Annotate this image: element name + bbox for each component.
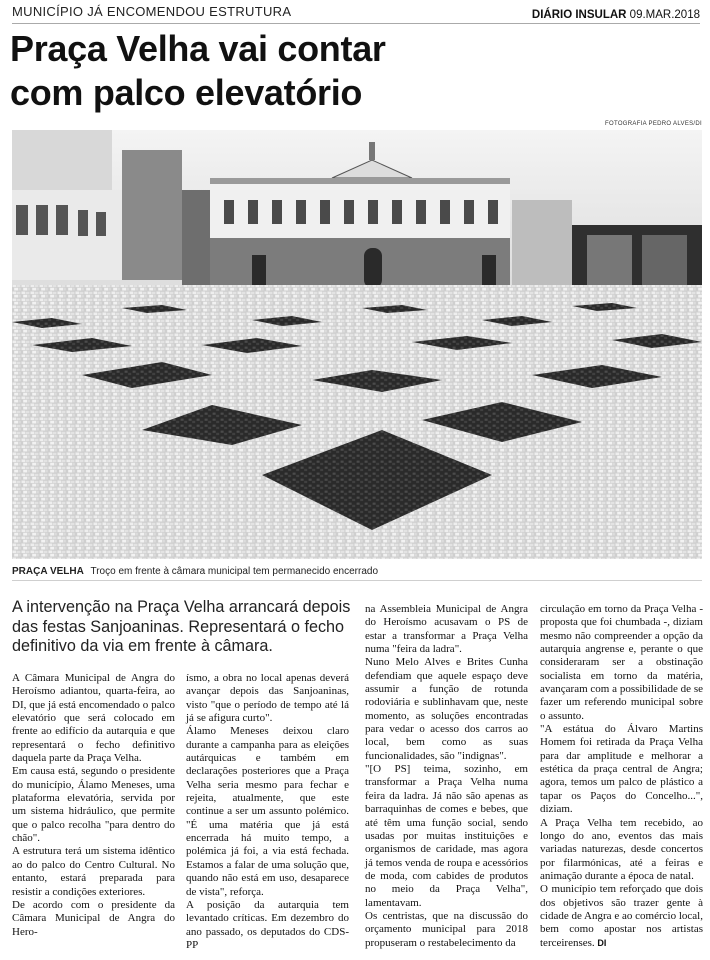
caption-head: PRAÇA VELHA bbox=[12, 566, 84, 577]
caption-text: Troço em frente à câmara municipal tem permanecido encerrado bbox=[90, 566, 379, 577]
photo-caption bbox=[12, 566, 378, 577]
headline-line-2: com palco elevatório bbox=[10, 72, 363, 113]
body-column-2 bbox=[186, 672, 349, 952]
paragraph: Álamo Meneses deixou claro durante a campanha para as eleições autárquicas e também em declarações posteriores que a Praça Velha seria mesmo para fechar e rejeita, atualmente, que este continue a ser um assunto polémico. "É uma matéria que já está encerrada há muito tempo, a polémica já foi, a via está fechada. Estamos a falar de uma solução que, quando não está em uso, desaparece de vista", reforça. bbox=[186, 725, 349, 898]
square-photo bbox=[12, 130, 702, 559]
paragraph: A posição da autarquia tem levantado críticas. Em dezembro do ano passado, os deputados do CDS-PP bbox=[186, 898, 349, 951]
paragraph: "[O PS] teima, sozinho, em transformar a Praça Velha numa feira da ladra. Já não são apenas as barraquinhas de comes e bebes, que até têm uma função social, sendo usadas por muitas instituições e organismos de caridade, mas agora já temos venda de roupa e acessórios de moda, com cabides de produtos no meio da Praça Velha", lamentavam. bbox=[365, 763, 528, 909]
newspaper-dateline bbox=[532, 9, 700, 21]
paragraph-text: O município tem reforçado que dois dos objetivos são trazer gente à cidade de Angra e ao comércio local, bem como apostar nos artistas terceirenses. bbox=[540, 883, 703, 949]
paragraph: A estrutura terá um sistema idêntico ao do palco do Centro Cultural. No entanto, estará preparada para resistir a condições exteriores. bbox=[12, 845, 175, 898]
caption-rule bbox=[12, 580, 702, 581]
photo-credit: FOTOGRAFIA PEDRO ALVES/DI bbox=[605, 121, 702, 127]
paragraph: A Praça Velha tem recebido, ao longo do ano, eventos das mais variadas naturezas, desde concertos por filarmónicas, até a feiras e animação durante a época de natal. bbox=[540, 816, 703, 882]
paragraph: ísmo, a obra no local apenas deverá avançar depois das Sanjoaninas, visto "que o período de tempo até lá já se afigura curto". bbox=[186, 672, 349, 725]
paragraph: Os centristas, que na discussão do orçamento municipal para 2018 propuseram o restabelecimento da bbox=[365, 909, 528, 949]
newspaper-name: DIÁRIO INSULAR bbox=[531, 9, 627, 21]
paragraph: A Câmara Municipal de Angra do Heroísmo adiantou, quarta-feira, ao DI, que já está encomendado o palco elevatório que será colocado em frente ao edifício da autarquia e que representará o fecho definitivo daquela parte da Praça Velha. bbox=[12, 672, 175, 765]
paragraph: na Assembleia Municipal de Angra do Heroísmo acusavam o PS de estar a transformar a Praça Velha numa "feira da ladra". bbox=[365, 603, 528, 656]
paragraph bbox=[540, 883, 703, 950]
paragraph: De acordo com o presidente da Câmara Municipal de Angra do Hero- bbox=[12, 898, 175, 938]
headline-line-1: Praça Velha vai contar bbox=[10, 28, 386, 69]
lead-paragraph: A intervenção na Praça Velha arrancará depois das festas Sanjoaninas. Representará o fecho definitivo da via em frente à câmara. bbox=[12, 598, 351, 655]
paragraph: Em causa está, segundo o presidente do município, Álamo Meneses, uma plataforma elevatória, servida por um sistema hidráulico, que permite que o palco recolha "para dentro do chão". bbox=[12, 765, 175, 845]
body-column-3 bbox=[365, 603, 528, 950]
section-kicker: MUNICÍPIO JÁ ENCOMENDOU ESTRUTURA bbox=[12, 4, 292, 19]
paragraph: "A estátua do Álvaro Martins Homem foi retirada da Praça Velha para dar amplitude e melhorar a estética da praça central de Angra; agora, temos um palco de plástico a tapar os Paços do Concelho...", diziam. bbox=[540, 723, 703, 816]
headline bbox=[10, 27, 700, 115]
end-mark: DI bbox=[597, 937, 607, 948]
body-column-1 bbox=[12, 672, 175, 939]
header-rule bbox=[12, 23, 700, 24]
paragraph: circulação em torno da Praça Velha - proposta que foi chumbada -, diziam mesmo não compreender a opção da autarquia angrense e, perante o que consideraram ser a obstinação socialista em torno da matéria, avançaram com a possibilidade de se fazer um referendo municipal sobre o assunto. bbox=[540, 603, 703, 722]
body-column-4 bbox=[540, 603, 703, 950]
praca-velha-illustration bbox=[12, 130, 702, 559]
paragraph: Nuno Melo Alves e Brites Cunha defendiam que aquele espaço deve assumir a função de rotunda rodoviária e sublinhavam que, neste momento, as soluções encontradas para vedar o acesso dos carros ao local, bem como as suas funcionalidades, são "indignas". bbox=[365, 656, 528, 762]
publication-date: 09.MAR.2018 bbox=[629, 9, 700, 21]
